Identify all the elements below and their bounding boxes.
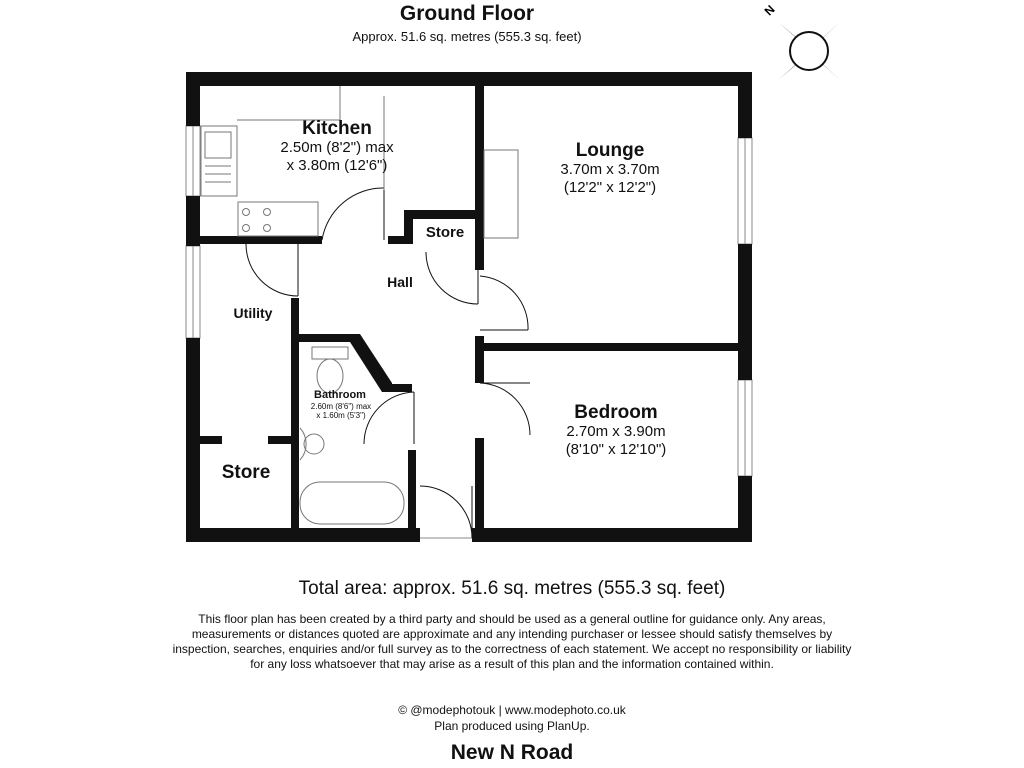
room-dim-lounge-1: 3.70m x 3.70m [560, 161, 660, 178]
room-name-kitchen: Kitchen [302, 118, 372, 139]
disclaimer-text: This floor plan has been created by a third party and should be used as a general outline for guidance only. Any areas, measurements or distances quoted are approximate and any intending purchaser or lessee should satisfy themselves by inspection, searches, enquiries and/or full survey as to the correctness of each statement. We accept no responsibility or liability for any loss whatsoever that may arise as a result of this plan and the information contained within. [172, 612, 852, 671]
room-dim-kitchen-2: x 3.80m (12'6") [286, 157, 388, 174]
floor-title: Ground Floor [399, 2, 535, 25]
compass-rose-icon [762, 2, 840, 80]
room-name-utility: Utility [233, 305, 273, 321]
property-address: New N Road [450, 741, 574, 764]
room-name-store-bottom: Store [221, 462, 271, 483]
photographer-credit: © @modephotouk | www.modephoto.co.uk [398, 703, 626, 717]
windows [186, 126, 752, 538]
room-dim-bedroom-1: 2.70m x 3.90m [566, 423, 666, 440]
room-name-bedroom: Bedroom [574, 402, 658, 423]
total-area: Total area: approx. 51.6 sq. metres (555.3 sq. feet) [298, 578, 726, 599]
room-name-lounge: Lounge [575, 140, 645, 161]
planup-credit: Plan produced using PlanUp. [434, 719, 590, 733]
room-dim-lounge-2: (12'2" x 12'2") [563, 179, 657, 196]
room-dim-bathroom-2: x 1.60m (5'3") [316, 411, 366, 420]
room-name-hall: Hall [387, 274, 413, 290]
room-dim-bedroom-2: (8'10" x 12'10") [565, 441, 667, 458]
compass-north-label: N [761, 2, 778, 19]
room-name-store-top: Store [425, 224, 465, 241]
room-dim-bathroom-1: 2.60m (8'6") max [310, 402, 372, 411]
room-dim-kitchen-1: 2.50m (8'2") max [280, 139, 394, 156]
floor-area-subtitle: Approx. 51.6 sq. metres (555.3 sq. feet) [352, 29, 582, 44]
room-name-bathroom: Bathroom [314, 389, 366, 401]
